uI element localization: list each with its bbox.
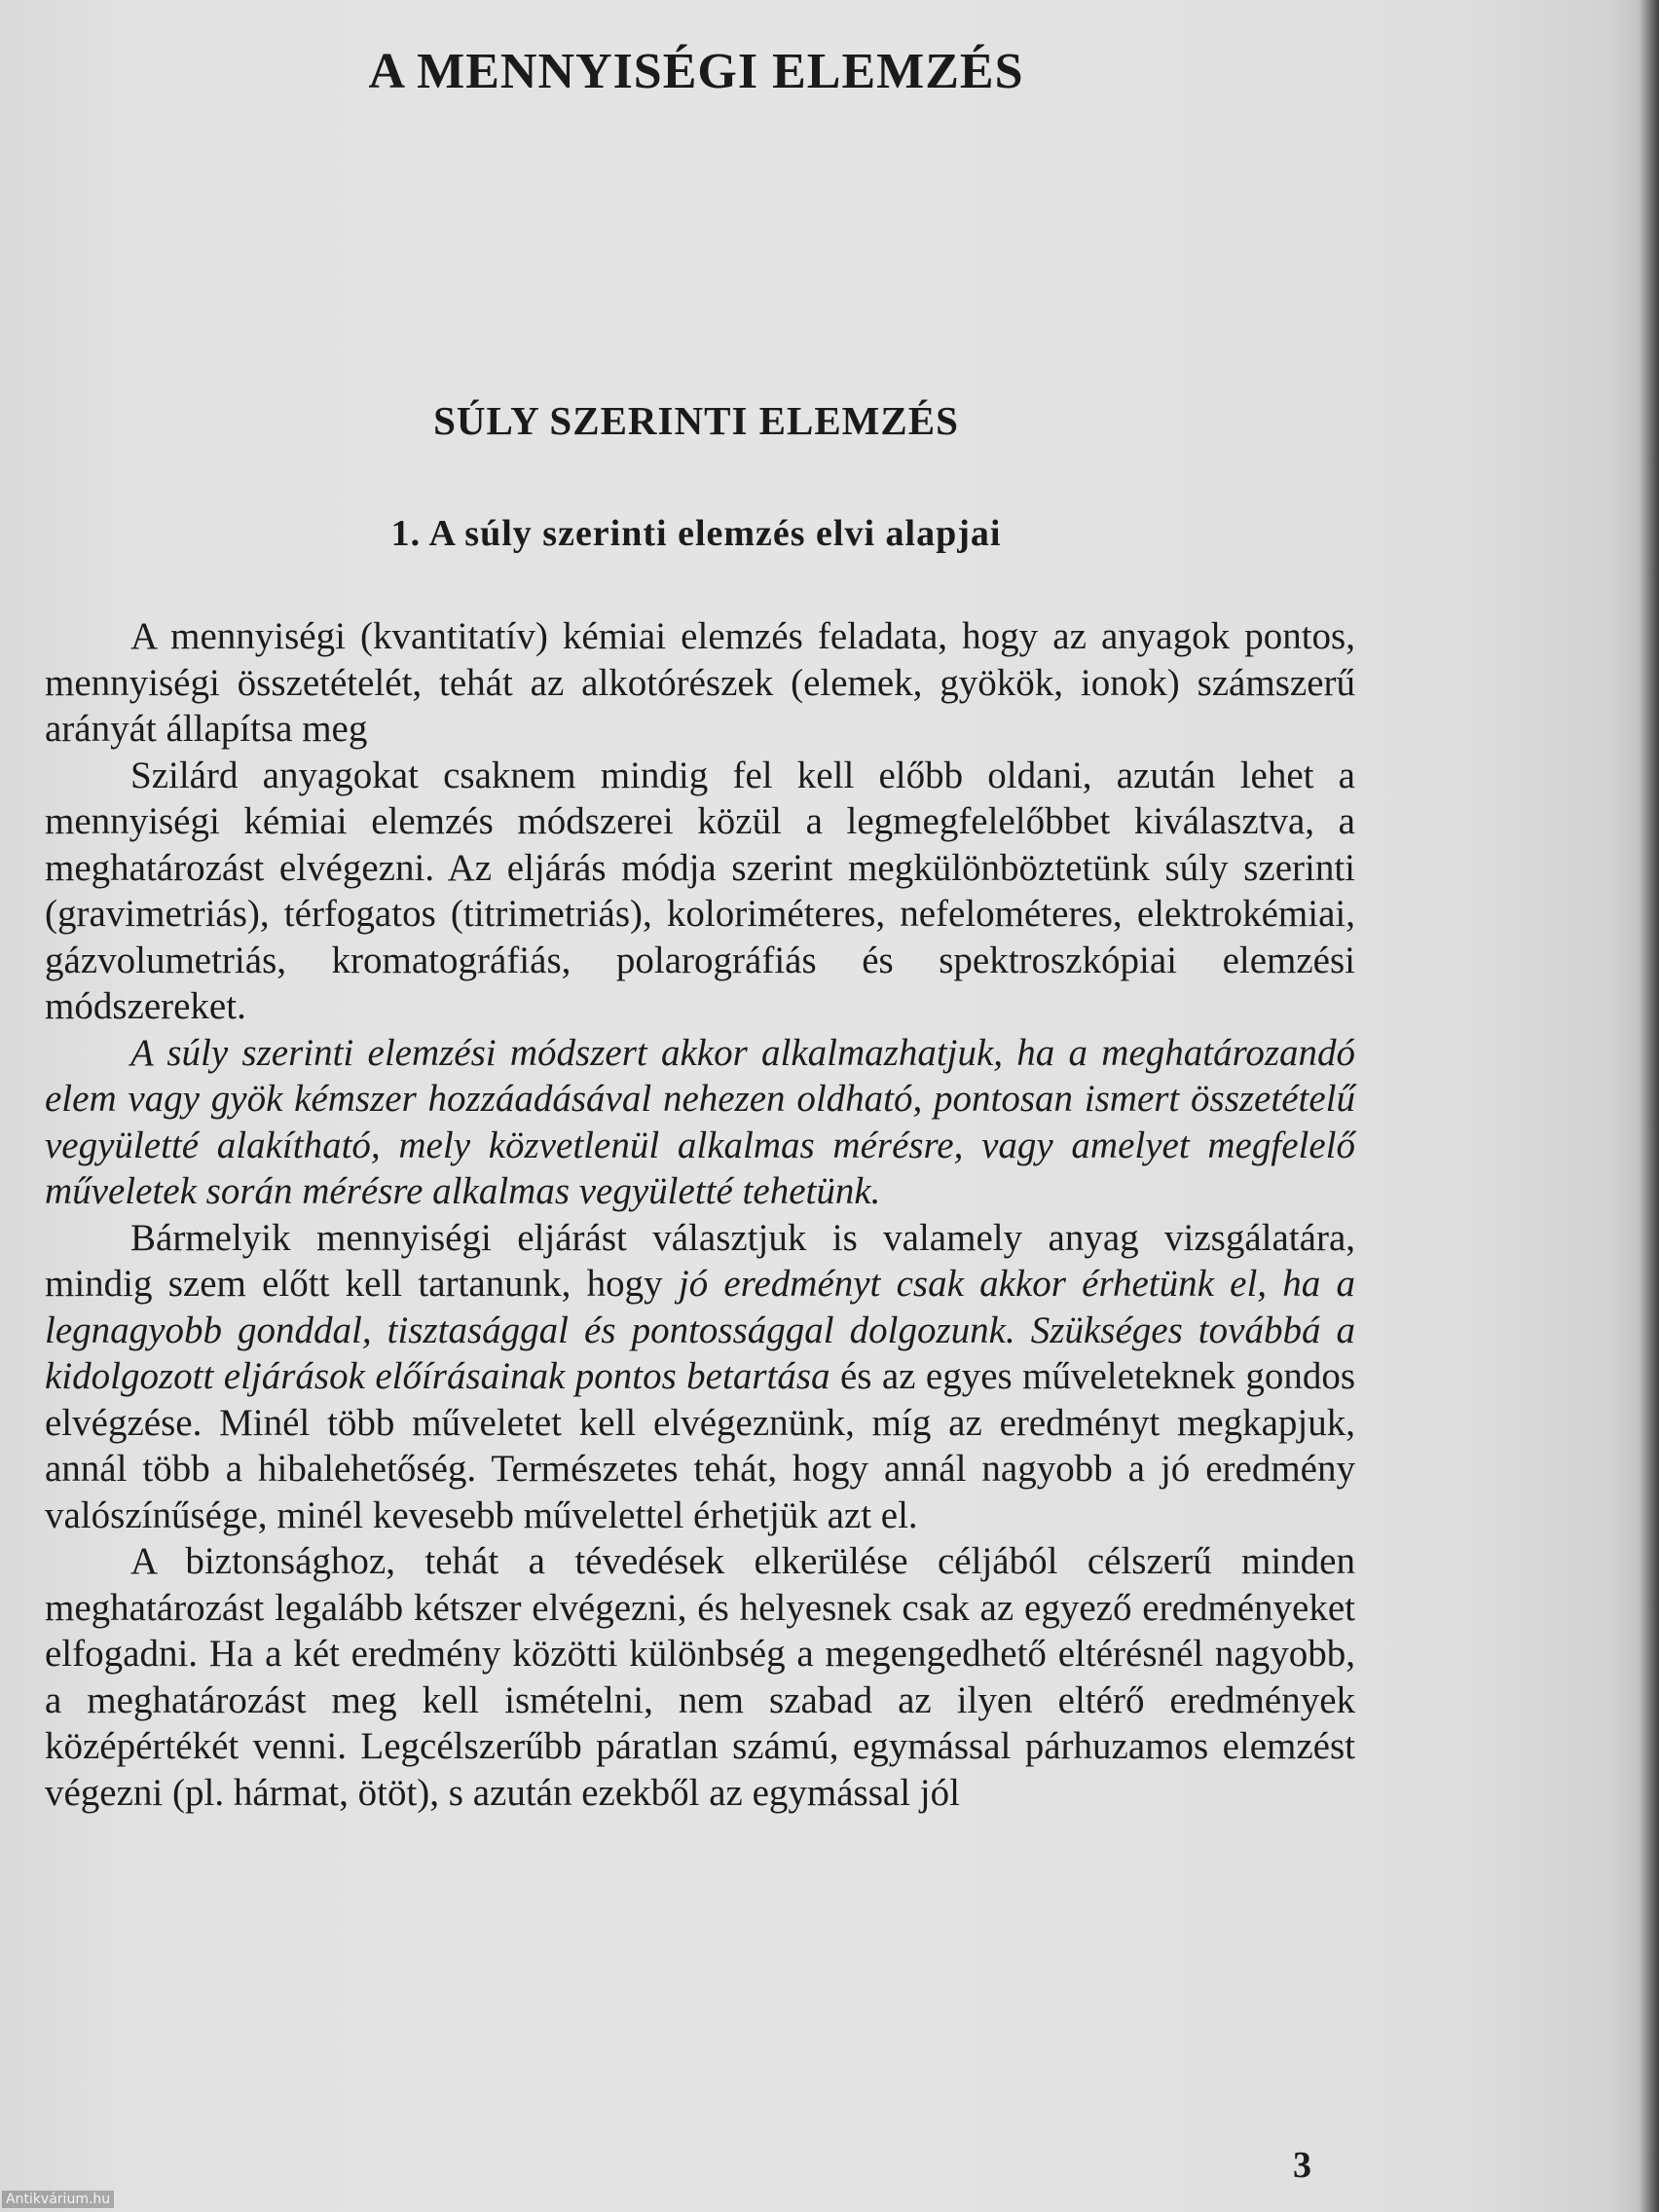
page-number: 3 — [1293, 2145, 1311, 2186]
section-title: SÚLY SZERINTI ELEMZÉS — [433, 398, 959, 443]
paragraph-2: Szilárd anyagokat csaknem mindig fel kell előbb oldani, azután lehet a mennyiségi kémiai elemzés módszerei közül a legmegfelelőbbet kiválasztva, a meghatározást elvégezni. Az eljárás módja szerint megkülönböztetünk súly szerinti (gravimetriás), térfogatos (titrimetriás), koloriméteres, nefelométeres, elektrokémiai, gázvolumetriás, kromatográfiás, polarográfiás és spektroszkópiai elemzési módszereket. — [45, 754, 1355, 1027]
paragraph-4-italic: jó eredményt csak akkor érhetünk el, ha a legnagyobb gonddal, tisztasággal és pontossággal dolgozunk. Szükséges továbbá a kidolgozott eljárások előírásainak pontos betartása — [45, 1263, 1356, 1397]
watermark: Antikvárium.hu — [2, 2191, 114, 2208]
subsection-title: 1. A súly szerinti elemzés elvi alapjai — [390, 513, 1002, 554]
paragraph-4-part-a: Bármelyik mennyiségi eljárást választjuk is valamely anyag vizsgálatára, mindig szem előtt kell tartanunk, hogy — [45, 1216, 1355, 1305]
paragraph-5: A biztonsághoz, tehát a tévedések elkerülése céljából célszerű minden meghatározást legalább kétszer elvégezni, és helyesnek csak az egyező eredményeket elfogadni. Ha a két eredmény közötti különbség a megengedhető eltérésnél nagyobb, a meghatározást meg kell ismételni, nem szabad az ilyen eltérő eredmények középértékét venni. Legcélszerűbb páratlan számú, egymással párhuzamos elemzést végezni (pl. hármat, ötöt), s azután ezekből az egymással jól — [45, 1540, 1355, 1814]
paragraph-4 — [45, 1215, 1355, 1539]
paragraph-3-italic: A súly szerinti elemzési módszert akkor alkalmazhatjuk, ha a meghatározandó elem vagy gyök kémszer hozzáadásával nehezen oldható, pontosan ismert összetételű vegyületté alakítható, mely közvetlenül alkalmas mérésre, vagy amelyet megfelelő műveletek során mérésre alkalmas vegyületté tehetünk. — [45, 1031, 1355, 1212]
paragraph-1: A mennyiségi (kvantitatív) kémiai elemzés feladata, hogy az anyagok pontos, mennyiségi összetételét, tehát az alkotórészek (elemek, gyökök, ionok) számszerű arányát állapítsa meg — [45, 615, 1355, 750]
paragraph-3 — [45, 1030, 1355, 1215]
chapter-title: A MENNYISÉGI ELEMZÉS — [368, 44, 1024, 99]
paragraph-4-part-c: és az egyes műveleteknek gondos elvégzése. Minél több műveletet kell elvégeznünk, míg az eredményt megkapjuk, annál több a hibalehetőség. Természetes tehát, hogy annál nagyobb a jó eredmény valószínűsége, minél kevesebb művelettel érhetjük azt el. — [45, 1355, 1355, 1536]
page-edge — [1640, 0, 1659, 2212]
body-text — [45, 613, 1355, 1816]
